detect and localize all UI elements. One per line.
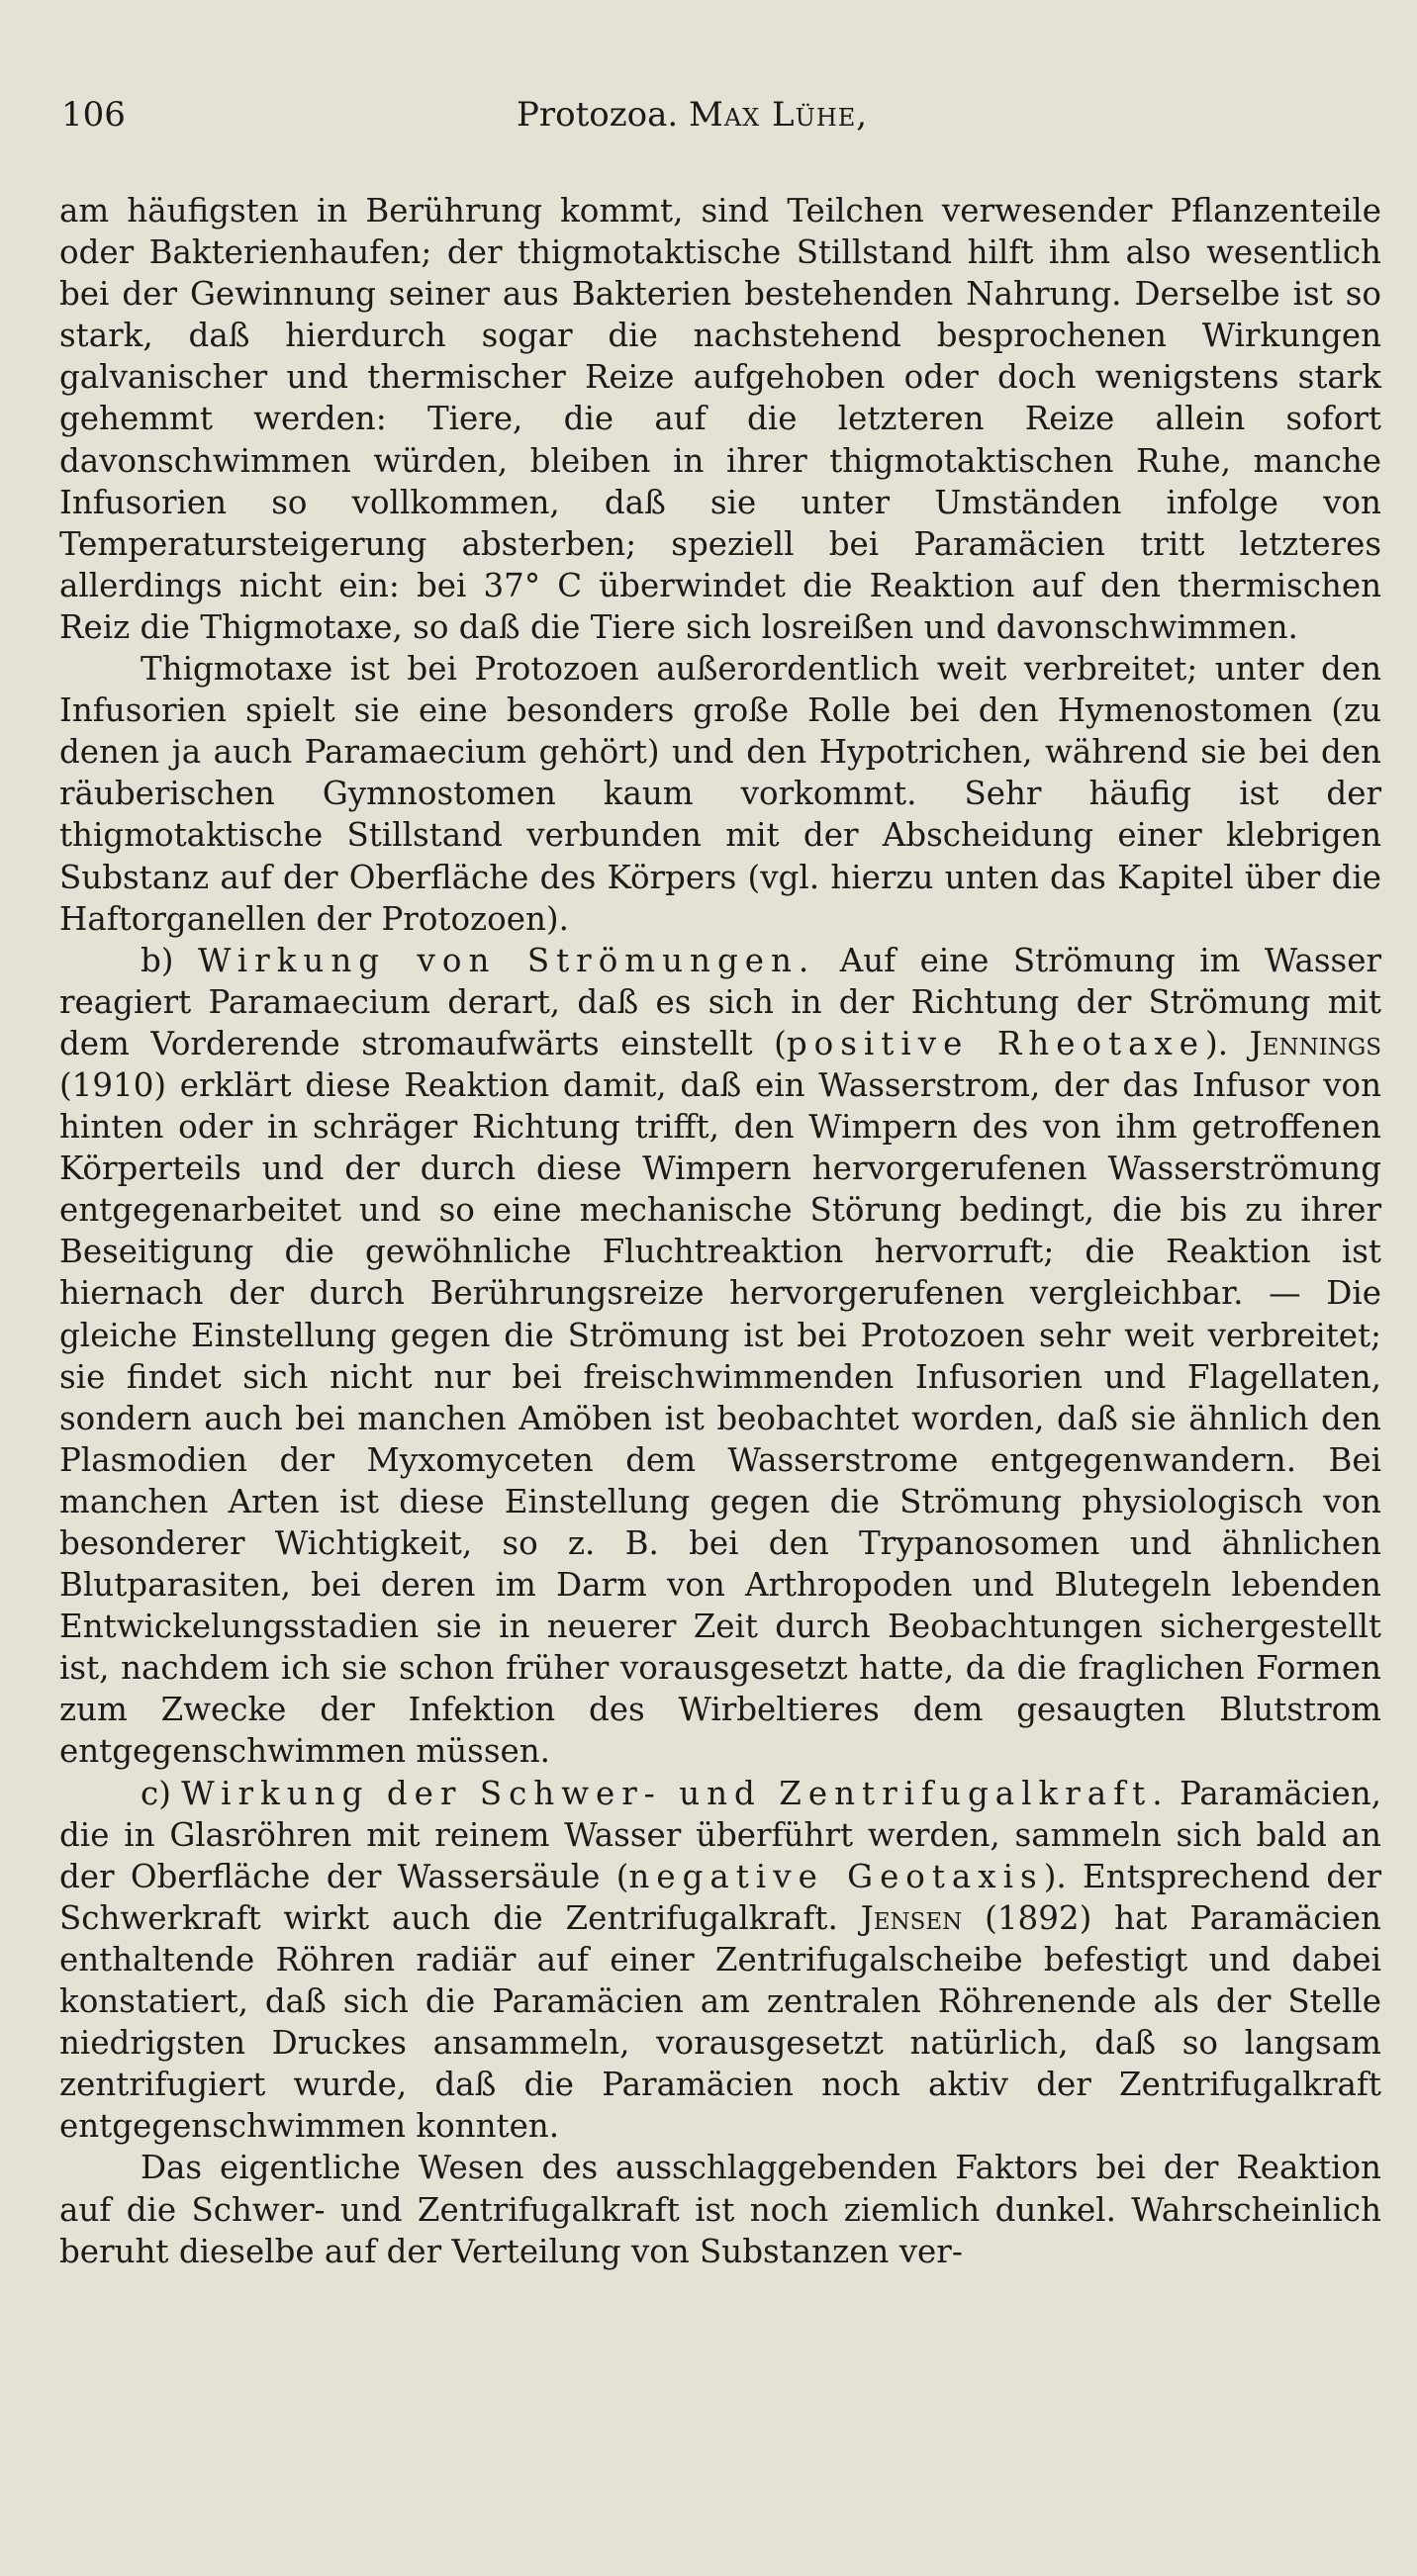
spaced-term: positive Rheotaxe [786, 1024, 1206, 1062]
text-segment: am häufigsten in Berührung kommt, sind Teilchen verwesender Pflanzenteile oder Bakterienhaufen; der thigmotaktische Stillstand hilft ihm also wesentlich bei der Gewinnung seiner aus Bakterien bestehenden Nahrung. Derselbe ist so stark, daß hierdurch sogar die nachstehend besprochenen Wirkungen galvanischer und thermischer Reize aufgehoben oder doch wenigstens stark gehemmt werden: Tiere, die auf die letzteren Reize allein sofort davonschwimmen würden, bleiben in ihrer thigmotaktischen Ruhe, manche Infusorien so vollkommen, daß sie unter Umständen infolge von Temperatursteigerung absterben; speziell bei Paramäcien tritt letzteres allerdings nicht ein: bei 37° C überwindet die Reaktion auf den thermischen Reiz die Thigmotaxe, so daß die Tiere sich losreißen und davonschwimmen. [59, 192, 1381, 646]
running-author: Max Lühe, [689, 95, 869, 135]
text-segment: (1892) hat Paramäcien enthaltende Röhren radiär auf einer Zentrifugalscheibe befestigt und dabei konstatiert, daß sich die Paramäcien am zentralen Röhrenende als der Stelle niedrigsten Druckes ansammeln, vorausgesetzt natürlich, daß so langsam zentrifugiert wurde, daß die Paramäcien noch aktiv der Zentrifugalkraft entgegenschwimmen konnten. [59, 1898, 1381, 2146]
page-number: 106 [61, 95, 126, 135]
spaced-term: negative Geotaxis [628, 1857, 1044, 1895]
author-name: Jennings [1249, 1024, 1381, 1062]
title-text: Protozoa. [517, 95, 679, 135]
running-title [517, 95, 868, 135]
paragraph-3 [59, 940, 1381, 1773]
paragraph-4 [59, 1773, 1381, 2148]
paragraph-5 [59, 2147, 1381, 2271]
text-segment: b) [141, 941, 198, 979]
text-segment: Paramäcien, die in Glasröhren mit reinem Wasser überführt werden, sammeln sich bald an der Oberfläche der Wassersäule ( [59, 1774, 1381, 1895]
text-segment: Thigmotaxe ist bei Protozoen außerordentlich weit verbreitet; unter den Infusorien spielt sie eine besonders große Rolle bei den Hymenostomen (zu denen ja auch Paramaecium gehört) und den Hypotrichen, während sie bei den räuberischen Gymnostomen kaum vorkommt. Sehr häufig ist der thigmotaktische Stillstand verbunden mit der Abscheidung einer klebrigen Substanz auf der Oberfläche des Körpers (vgl. hierzu unten das Kapitel über die Haftorganellen der Protozoen). [59, 650, 1381, 938]
spaced-heading: Wirkung der Schwer- und Zentrifugalkraft. [181, 1774, 1170, 1812]
text-segment: Auf eine Strömung im Wasser reagiert Paramaecium derart, daß es sich in der Richtung der Strömung mit dem Vorderende stromaufwärts einstellt ( [59, 941, 1381, 1062]
spaced-heading: Wirkung von Strömungen. [197, 941, 816, 979]
text-segment: ). Entsprechend der Schwerkraft wirkt auch die Zentrifugalkraft. [59, 1857, 1381, 1937]
running-header [61, 95, 1377, 146]
author-name: Jensen [860, 1898, 963, 1937]
text-segment: Das eigentliche Wesen des ausschlaggebenden Faktors bei der Reaktion auf die Schwer- und Zentrifugalkraft ist noch ziemlich dunkel. Wahrscheinlich beruht dieselbe auf der Verteilung von Substanzen ver- [59, 2149, 1381, 2270]
text-segment: c) [141, 1774, 182, 1812]
paragraph-2 [59, 648, 1381, 940]
text-segment: (1910) erklärt diese Reaktion damit, daß ein Wasserstrom, der das Infusor von hinten oder in schräger Richtung trifft, den Wimpern des von ihm getroffenen Körperteils und der durch diese Wimpern hervorgerufenen Wasserströmung entgegenarbeitet und so eine mechanische Störung bedingt, die bis zu ihrer Beseitigung die gewöhnliche Fluchtreaktion hervorruft; die Reaktion ist hiernach der durch Berührungsreize hervorgerufenen vergleichbar. — Die gleiche Einstellung gegen die Strömung ist bei Protozoen sehr weit verbreitet; sie findet sich nicht nur bei freischwimmenden Infusorien und Flagellaten, sondern auch bei manchen Amöben ist beobachtet worden, daß sie ähnlich den Plasmodien der Myxomyceten dem Wasserstrome entgegenwandern. Bei manchen Arten ist diese Einstellung gegen die Strömung physiologisch von besonderer Wichtigkeit, so z. B. bei den Trypanosomen und ähnlichen Blutparasiten, bei deren im Darm von Arthropoden und Blutegeln lebenden Entwickelungsstadien sie in neuerer Zeit durch Beobachtungen sichergestellt ist, nachdem ich sie schon früher vorausgesetzt hatte, da die fraglichen Formen zum Zwecke der Infektion des Wirbeltieres dem gesaugten Blutstrom entgegenschwimmen müssen. [59, 1065, 1381, 1771]
paragraph-1 [59, 190, 1381, 648]
text-segment: ). [1205, 1024, 1250, 1062]
body-text [59, 190, 1381, 2272]
